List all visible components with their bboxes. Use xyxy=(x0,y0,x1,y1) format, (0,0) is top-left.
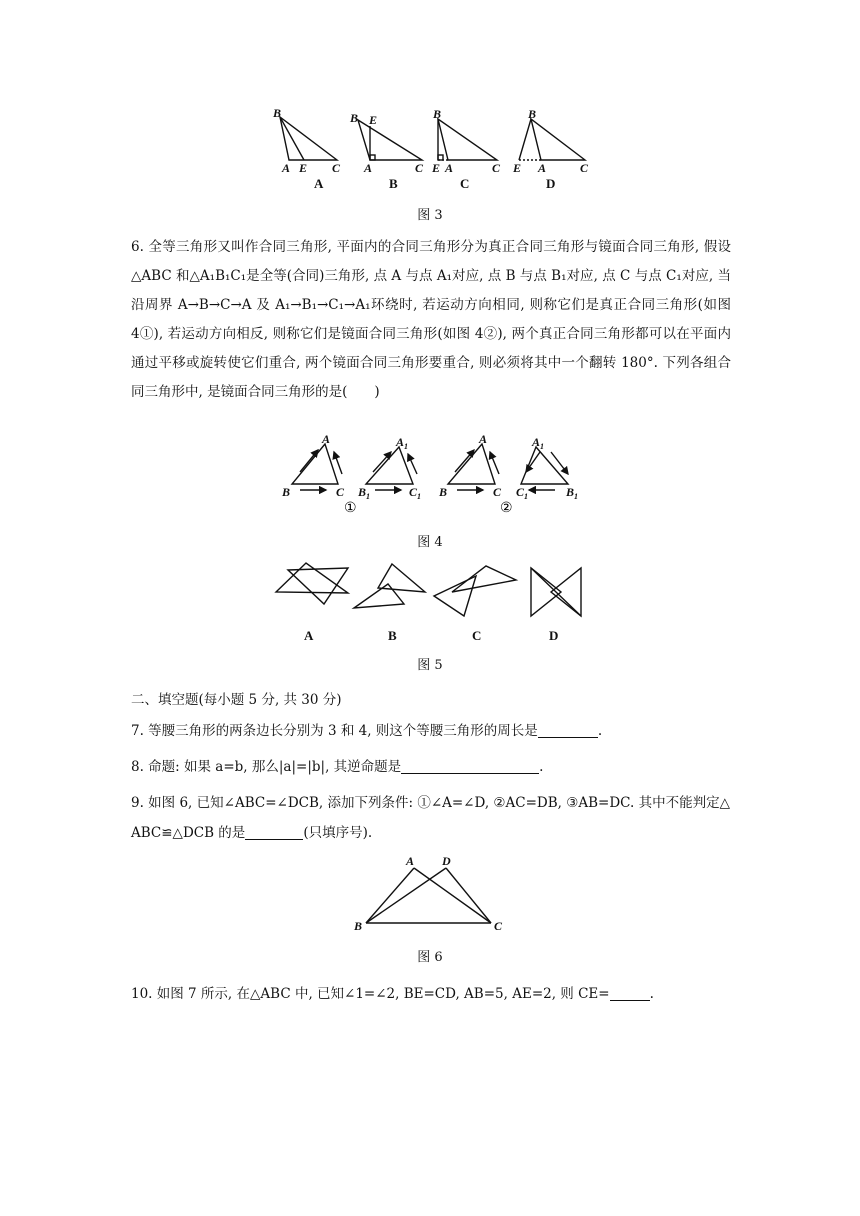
fig4-t3-label-b: B xyxy=(439,485,448,499)
figure-5-caption: 图 5 xyxy=(417,658,443,673)
fig3a-label-c: C xyxy=(332,161,341,175)
fig5-option-a-letter: A xyxy=(304,628,314,643)
fig3b-label-e: E xyxy=(369,113,378,127)
fig3a-label-a: A xyxy=(282,161,291,175)
question-10-end: . xyxy=(649,986,654,1002)
fig4-t4-label-b1: $B_1$ xyxy=(566,485,579,501)
fig6-label-a: A xyxy=(406,854,415,868)
question-9-note: (只填序号). xyxy=(303,825,373,841)
fig3b-label-b: B xyxy=(350,111,359,125)
question-9-line-2 xyxy=(131,821,372,841)
question-8 xyxy=(131,755,543,775)
fig4-t2-label-c1: $C_1$ xyxy=(409,485,422,501)
figure-6-shape xyxy=(366,868,491,923)
fig3-option-b-letter: B xyxy=(389,176,398,191)
figure-5-option-c xyxy=(434,566,516,616)
fig3a-label-e: E xyxy=(299,161,308,175)
fig5-option-b-letter: B xyxy=(388,628,397,643)
fig5-option-d-letter: D xyxy=(549,628,559,643)
fig3-option-d-letter: D xyxy=(546,176,556,191)
fig3-option-c-letter: C xyxy=(460,176,470,191)
question-7-end: . xyxy=(597,723,603,739)
question-10-answer-blank[interactable] xyxy=(610,985,650,1001)
question-8-text: 8. 命题: 如果 a=b, 那么|a|=|b|, 其逆命题是 xyxy=(131,759,402,775)
fig5-option-c-letter: C xyxy=(472,628,482,643)
fig3d-label-c: C xyxy=(580,161,589,175)
fig3b-label-c: C xyxy=(415,161,424,175)
figure-3-option-a xyxy=(280,117,337,160)
fig4-t2-label-b1: $B_1$ xyxy=(358,485,371,501)
fig4-t3-label-c: C xyxy=(493,485,502,499)
question-7-text: 7. 等腰三角形的两条边长分别为 3 和 4, 则这个等腰三角形的周长是 xyxy=(131,723,538,739)
fig6-label-d: D xyxy=(442,854,451,868)
figure-6-caption: 图 6 xyxy=(417,950,443,965)
figure-4-triangles xyxy=(292,444,568,490)
fig3c-label-a: A xyxy=(445,161,454,175)
fig3d-label-a: A xyxy=(538,161,547,175)
fig3c-label-c: C xyxy=(492,161,501,175)
figure-3-caption: 图 3 xyxy=(417,208,443,223)
fig4-group-1: ① xyxy=(344,501,357,516)
figure-4 xyxy=(278,434,588,518)
fig4-t4-label-a1: $A_1$ xyxy=(532,435,545,451)
figure-3-option-d xyxy=(519,119,585,160)
fig3-option-a-letter: A xyxy=(314,176,324,191)
figure-5-option-a xyxy=(276,563,348,604)
question-7 xyxy=(131,719,602,739)
fig3c-label-e: E xyxy=(432,161,441,175)
fig4-t1-label-b: B xyxy=(282,485,291,499)
question-9-line-1: 9. 如图 6, 已知∠ABC=∠DCB, 添加下列条件: ①∠A=∠D, ②AC=DB, ③AB=DC. 其中不能判定△ xyxy=(131,795,730,811)
figure-6 xyxy=(350,851,510,935)
figure-4-caption: 图 4 xyxy=(417,535,443,550)
fig6-label-c: C xyxy=(494,919,503,933)
question-9-answer-blank[interactable] xyxy=(245,824,303,840)
fig3b-label-a: A xyxy=(364,161,373,175)
figure-5-option-b xyxy=(354,564,425,608)
figure-3 xyxy=(265,104,605,194)
fig4-t4-label-c1: $C_1$ xyxy=(516,485,529,501)
question-10 xyxy=(131,982,654,1002)
section-2-heading: 二、填空题(每小题 5 分, 共 30 分) xyxy=(131,692,342,708)
fig4-t3-label-a: A xyxy=(479,432,488,446)
fig3a-label-b: B xyxy=(273,106,282,120)
fig4-t1-label-c: C xyxy=(336,485,345,499)
question-9-text: ABC≌△DCB 的是 xyxy=(131,825,246,841)
question-8-answer-blank[interactable] xyxy=(401,758,539,774)
fig4-group-2: ② xyxy=(500,501,513,516)
question-7-answer-blank[interactable] xyxy=(538,722,598,738)
fig3d-label-e: E xyxy=(513,161,522,175)
figure-5-option-d xyxy=(531,568,581,616)
figure-3-option-c xyxy=(438,119,497,160)
question-8-end: . xyxy=(539,759,544,775)
question-6-text: 6. 全等三角形又叫作合同三角形, 平面内的合同三角形分为真正合同三角形与镜面合同三角形, 假设△ABC 和△A₁B₁C₁是全等(合同)三角形, 点 A 与点 A₁对应, 点 B 与点 B₁对应, 点 C 与点 C₁对应, 当沿周界 A→B→C→A 及 A₁→B₁→C₁→A₁环绕时, 若运动方向相同, 则称它们是真正合同三角形(如图 4①), 若运动方向相反, 则称它们是镜面合同三角形(如图 4②), 两个真正合同三角形都可以在平面内通过平移或旋转使它们重合, 两个镜面合同三角形要重合, 则必须将其中一个翻转 180°. 下列各组合同三角形中, 是镜面合同三角形的是( ) xyxy=(131,239,731,400)
fig3c-label-b: B xyxy=(433,107,442,121)
fig4-t2-label-a1: $A_1$ xyxy=(396,435,409,451)
fig6-label-b: B xyxy=(354,919,363,933)
fig4-t1-label-a: A xyxy=(322,432,331,446)
question-10-text: 10. 如图 7 所示, 在△ABC 中, 已知∠1=∠2, BE=CD, AB=5, AE=2, 则 CE= xyxy=(131,986,610,1002)
figure-3-option-b xyxy=(358,120,422,160)
figure-5 xyxy=(276,556,586,644)
fig3d-label-b: B xyxy=(528,107,537,121)
